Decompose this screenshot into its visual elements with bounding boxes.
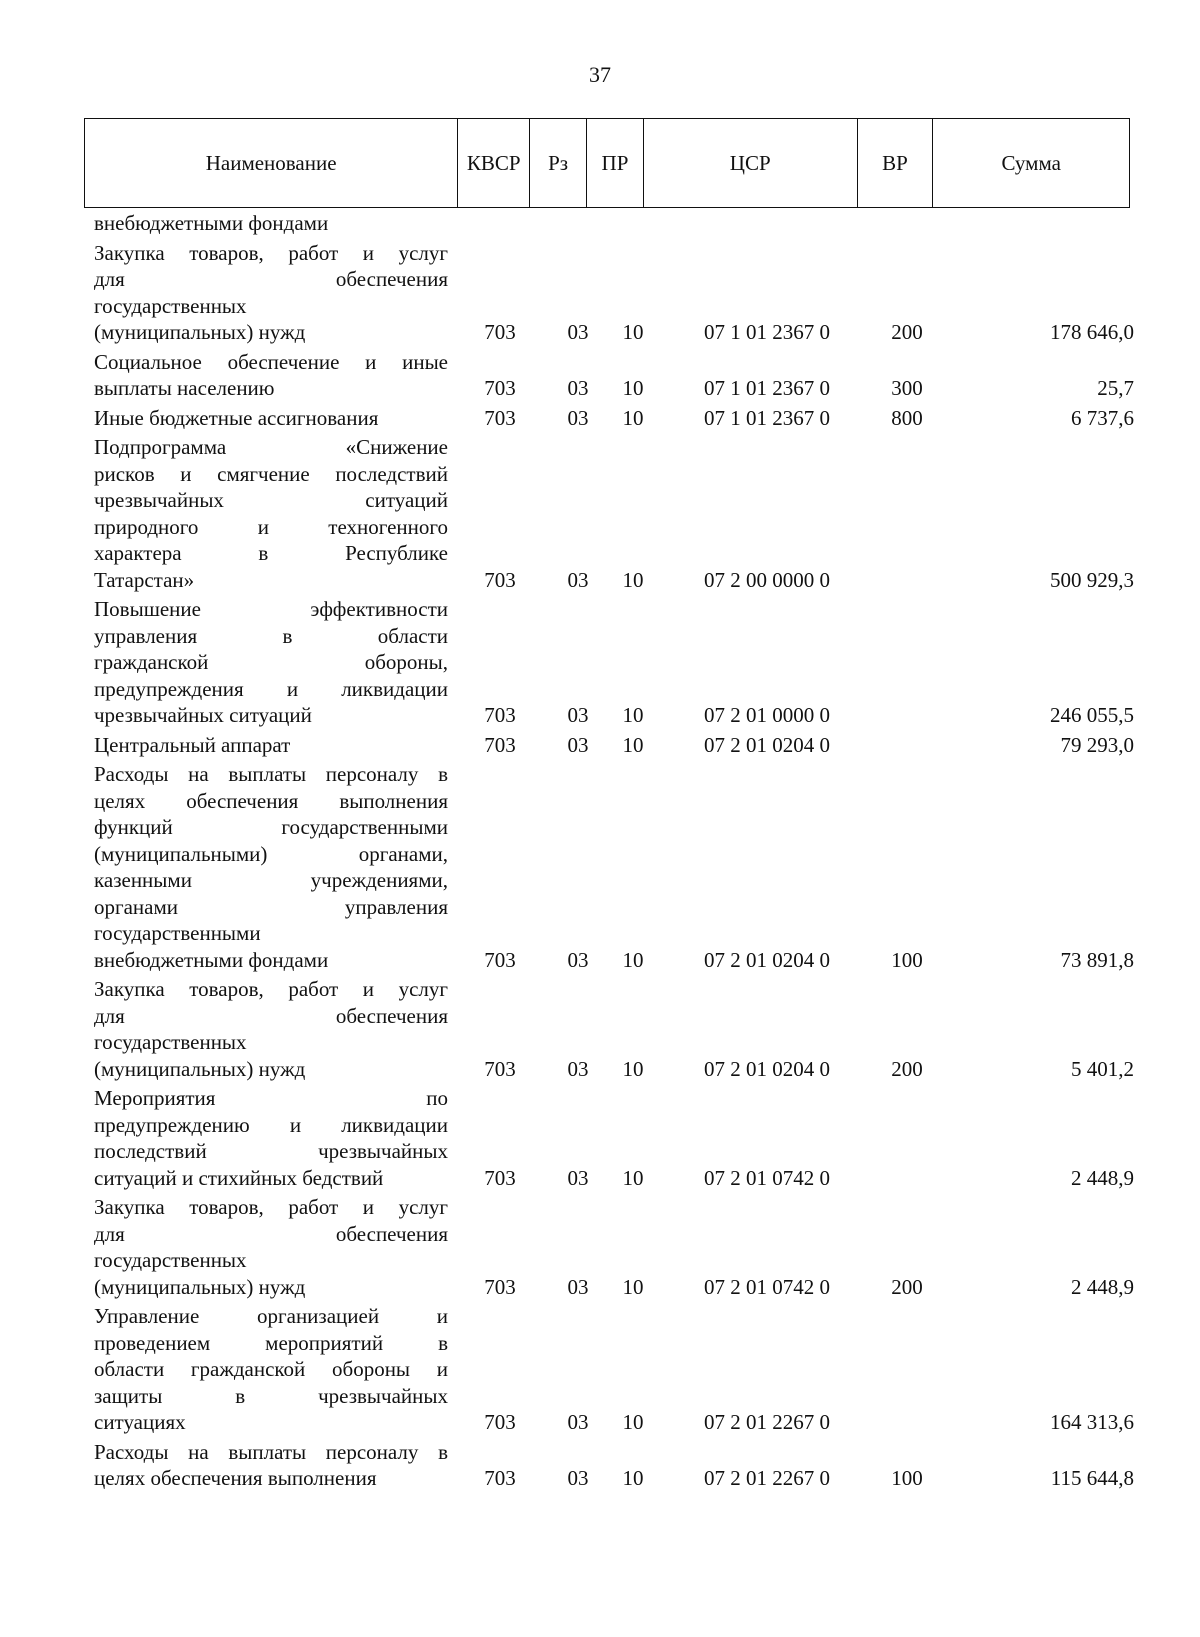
row-name-line: Расходы на выплаты персоналу в xyxy=(94,1439,448,1464)
row-pr: 10 xyxy=(622,567,644,592)
table-row xyxy=(94,240,1134,346)
header-name: Наименование xyxy=(85,119,458,207)
table-row xyxy=(94,1085,1134,1191)
row-sum: 2 448,9 xyxy=(1071,1165,1134,1190)
table-body xyxy=(94,210,1134,1492)
row-name-line: (муниципальными) органами, xyxy=(94,841,448,866)
row-name-line: Повышение эффективности xyxy=(94,597,448,621)
table-row xyxy=(94,732,1134,759)
row-name-line: органами управления xyxy=(94,894,448,919)
row-sum: 5 401,2 xyxy=(1071,1056,1134,1081)
row-sum: 164 313,6 xyxy=(1050,1410,1134,1434)
row-sum: 73 891,8 xyxy=(1060,947,1134,972)
row-name xyxy=(94,434,448,593)
row-rz: 03 xyxy=(567,320,589,344)
row-name-line: для обеспечения xyxy=(94,1003,448,1028)
row-sum: 79 293,0 xyxy=(1060,732,1134,757)
row-name-line: гражданской обороны, xyxy=(94,650,448,674)
row-rz: 03 xyxy=(567,1466,589,1490)
row-kvsr: 703 xyxy=(484,376,516,400)
row-name-line: Центральный аппарат xyxy=(94,732,291,757)
row-sum: 2 448,9 xyxy=(1071,1274,1134,1299)
row-name-line: Мероприятия по xyxy=(94,1086,448,1110)
row-csr: 07 2 01 0204 0 xyxy=(704,1056,830,1081)
row-name-line: Татарстан» xyxy=(94,567,195,592)
row-name-line: ситуациях xyxy=(94,1410,186,1434)
row-kvsr: 703 xyxy=(484,732,516,757)
row-pr: 10 xyxy=(622,1165,644,1190)
table-row xyxy=(94,210,1134,237)
row-name-line: внебюджетными фондами xyxy=(94,211,329,235)
row-pr: 10 xyxy=(622,1410,644,1434)
row-rz: 03 xyxy=(567,947,589,972)
table-row xyxy=(94,1439,1134,1492)
row-rz: 03 xyxy=(567,1410,589,1434)
row-name-line: области гражданской обороны и xyxy=(94,1357,448,1381)
row-csr: 07 2 01 2267 0 xyxy=(704,1410,830,1434)
table-row xyxy=(94,761,1134,973)
row-rz: 03 xyxy=(567,1165,589,1190)
row-name-line: Иные бюджетные ассигнования xyxy=(94,405,379,430)
row-pr: 10 xyxy=(622,703,644,727)
row-name-line: Закупка товаров, работ и услуг xyxy=(94,240,448,265)
row-pr: 10 xyxy=(622,376,644,400)
table-row xyxy=(94,434,1134,593)
row-csr: 07 2 00 0000 0 xyxy=(704,567,830,592)
row-vr: 100 xyxy=(891,1466,923,1490)
row-kvsr: 703 xyxy=(484,703,516,727)
table-row xyxy=(94,405,1134,432)
table-row xyxy=(94,976,1134,1082)
row-sum: 246 055,5 xyxy=(1050,703,1134,727)
row-name-line: предупреждения и ликвидации xyxy=(94,676,448,701)
row-sum: 178 646,0 xyxy=(1050,320,1134,344)
row-csr: 07 1 01 2367 0 xyxy=(704,320,830,344)
row-vr: 200 xyxy=(891,1056,923,1081)
row-sum: 500 929,3 xyxy=(1050,567,1134,592)
row-name-line: (муниципальных) нужд xyxy=(94,1274,306,1299)
header-rz: Рз xyxy=(530,119,587,207)
row-vr: 800 xyxy=(891,405,923,430)
row-kvsr: 703 xyxy=(484,1056,516,1081)
page-number: 37 xyxy=(589,62,611,87)
row-name-line: природного и техногенного xyxy=(94,514,448,539)
row-name-line: чрезвычайных ситуаций xyxy=(94,488,448,512)
row-csr: 07 2 01 0742 0 xyxy=(704,1274,830,1299)
row-name-line: целях обеспечения выполнения xyxy=(94,1466,377,1490)
header-kvsr: КВСР xyxy=(458,119,530,207)
row-name-line: характера в Республике xyxy=(94,541,448,565)
row-pr: 10 xyxy=(622,405,644,430)
row-pr: 10 xyxy=(622,947,644,972)
row-rz: 03 xyxy=(567,732,589,757)
row-name-line: для обеспечения xyxy=(94,267,448,291)
row-rz: 03 xyxy=(567,567,589,592)
row-name xyxy=(94,1085,448,1191)
row-name xyxy=(94,240,448,346)
header-sum: Сумма xyxy=(1001,150,1061,175)
row-name-line: государственных xyxy=(94,1030,247,1054)
row-name-line: государственных xyxy=(94,1248,247,1272)
row-name-line: Социальное обеспечение и иные xyxy=(94,349,448,374)
row-name-line: чрезвычайных ситуаций xyxy=(94,703,312,727)
row-kvsr: 703 xyxy=(484,947,516,972)
row-rz: 03 xyxy=(567,376,589,400)
table-row xyxy=(94,1303,1134,1436)
row-name xyxy=(94,596,448,729)
row-name-line: для обеспечения xyxy=(94,1221,448,1246)
row-name xyxy=(94,405,448,432)
row-rz: 03 xyxy=(567,1056,589,1081)
row-name-line: управления в области xyxy=(94,623,448,648)
row-sum: 6 737,6 xyxy=(1071,405,1134,430)
row-csr: 07 2 01 0204 0 xyxy=(704,947,830,972)
table-row xyxy=(94,1194,1134,1300)
row-csr: 07 2 01 0204 0 xyxy=(704,732,830,757)
row-name-line: предупреждению и ликвидации xyxy=(94,1112,448,1137)
row-name xyxy=(94,976,448,1082)
row-name-line: казенными учреждениями, xyxy=(94,868,448,892)
row-name-line: проведением мероприятий в xyxy=(94,1330,448,1355)
row-kvsr: 703 xyxy=(484,567,516,592)
row-name xyxy=(94,732,448,759)
row-kvsr: 703 xyxy=(484,405,516,430)
row-name xyxy=(94,761,448,973)
row-rz: 03 xyxy=(567,703,589,727)
row-name-line: Подпрограмма «Снижение xyxy=(94,435,448,459)
row-name-line: Управление организацией и xyxy=(94,1304,448,1328)
row-name xyxy=(94,1439,448,1492)
row-sum: 115 644,8 xyxy=(1050,1466,1134,1490)
row-csr: 07 2 01 0000 0 xyxy=(704,703,830,727)
row-kvsr: 703 xyxy=(484,1466,516,1490)
row-name-line: Расходы на выплаты персоналу в xyxy=(94,762,448,786)
row-csr: 07 1 01 2367 0 xyxy=(704,405,830,430)
row-name-line: (муниципальных) нужд xyxy=(94,320,306,344)
row-name-line: функций государственными xyxy=(94,815,448,839)
row-name-line: защиты в чрезвычайных xyxy=(94,1383,448,1408)
row-vr: 200 xyxy=(891,320,923,344)
row-name xyxy=(94,210,448,237)
row-kvsr: 703 xyxy=(484,1410,516,1434)
table-row xyxy=(94,349,1134,402)
header-pr: ПР xyxy=(587,119,644,207)
row-pr: 10 xyxy=(622,1056,644,1081)
row-vr: 200 xyxy=(891,1274,923,1299)
row-kvsr: 703 xyxy=(484,1165,516,1190)
row-pr: 10 xyxy=(622,1466,644,1490)
table-row xyxy=(94,596,1134,729)
row-name xyxy=(94,349,448,402)
row-pr: 10 xyxy=(622,732,644,757)
row-name-line: целях обеспечения выполнения xyxy=(94,788,448,813)
row-vr: 300 xyxy=(891,376,923,400)
row-name-line: Закупка товаров, работ и услуг xyxy=(94,977,448,1001)
row-kvsr: 703 xyxy=(484,1274,516,1299)
header-vr: ВР xyxy=(858,119,934,207)
row-csr: 07 1 01 2367 0 xyxy=(704,376,830,400)
row-name xyxy=(94,1303,448,1436)
row-name-line: последствий чрезвычайных xyxy=(94,1139,448,1163)
row-pr: 10 xyxy=(622,1274,644,1299)
row-csr: 07 2 01 2267 0 xyxy=(704,1466,830,1490)
header-csr: ЦСР xyxy=(644,119,858,207)
row-rz: 03 xyxy=(567,405,589,430)
row-name-line: выплаты населению xyxy=(94,376,275,400)
row-pr: 10 xyxy=(622,320,644,344)
row-rz: 03 xyxy=(567,1274,589,1299)
row-name-line: внебюджетными фондами xyxy=(94,947,329,972)
row-name-line: государственных xyxy=(94,293,247,318)
row-name-line: ситуаций и стихийных бедствий xyxy=(94,1165,384,1190)
row-csr: 07 2 01 0742 0 xyxy=(704,1165,830,1190)
row-sum: 25,7 xyxy=(1097,376,1134,400)
row-name-line: (муниципальных) нужд xyxy=(94,1056,306,1081)
row-name-line: государственными xyxy=(94,921,261,945)
row-name xyxy=(94,1194,448,1300)
row-vr: 100 xyxy=(891,947,923,972)
row-name-line: рисков и смягчение последствий xyxy=(94,461,448,486)
table-header xyxy=(84,118,1130,208)
row-name-line: Закупка товаров, работ и услуг xyxy=(94,1195,448,1219)
row-kvsr: 703 xyxy=(484,320,516,344)
